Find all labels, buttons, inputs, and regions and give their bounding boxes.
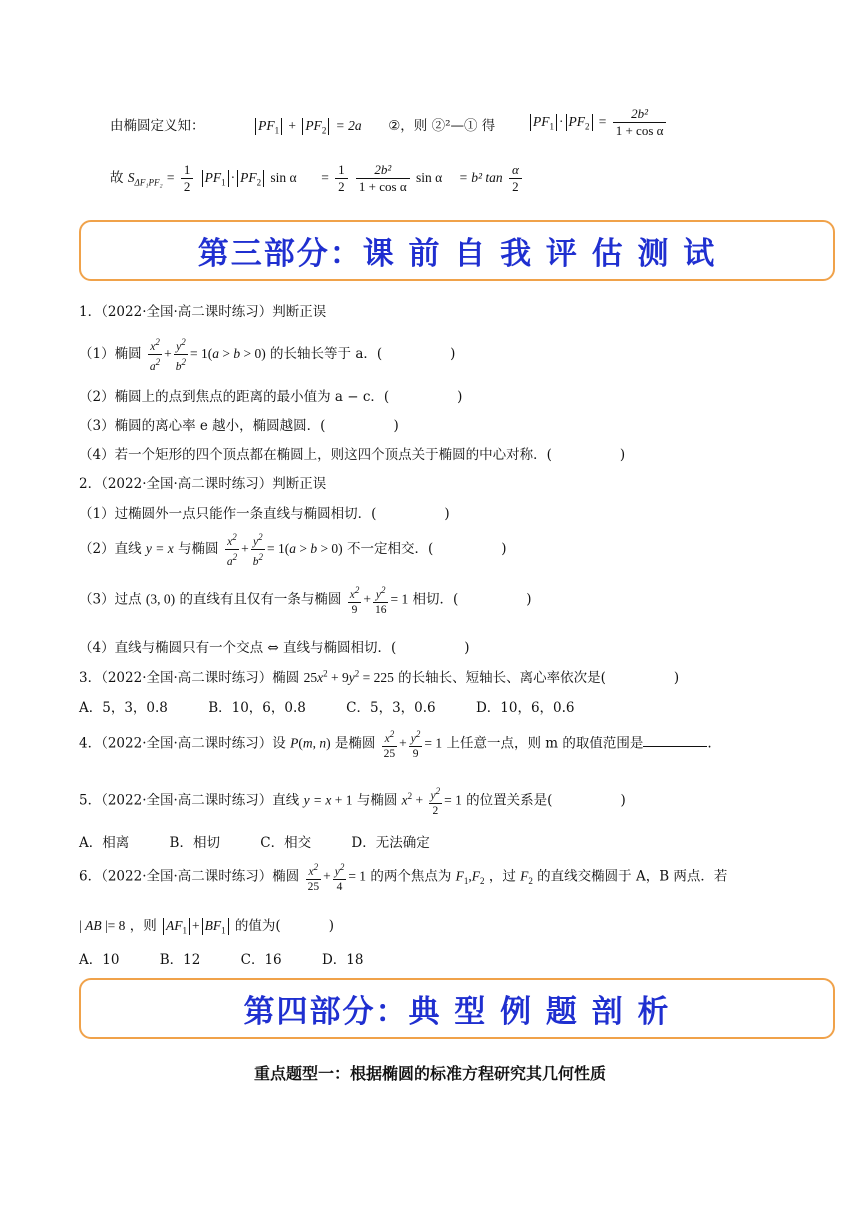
q3-text-b: 的长轴长、短轴长、离心率依次是( [398, 670, 606, 686]
q2-part3-text-a: （3）过点 [79, 591, 142, 608]
formula-line-1-prefix: 由椭圆定义知： [110, 118, 205, 134]
area-result: = b² tan [458, 170, 503, 185]
q6-line-1: 6．（2022·全国·高二课时练习）椭圆 $\frac{x^2}{25}$ + $\frac{y^2}{4}$ = 1 的两个焦点为 $F_1,F_2$ ，过 $F_2$ 的直线交椭圆于 A，B 两点．若 [79, 862, 728, 893]
q1-part1-text-b: 的长轴长等于 a．( [270, 345, 383, 362]
q3-options [79, 696, 611, 716]
q2-part3: （3）过点 (3, 0) 的直线有且仅有一条与椭圆 $\frac{x^2}{9}$ + $\frac{y^2}{16}$ = 1 相切．( ) [79, 585, 532, 616]
q2-part3-text-b: 的直线有且仅有一条与椭圆 [179, 591, 342, 608]
q2-part4-text: （4）直线与椭圆只有一个交点 ⇔ 直线与椭圆相切．( [79, 640, 397, 656]
q3-option-d[interactable]: D．10，6，0.6 [475, 700, 575, 716]
q5-option-a[interactable]: A．相离 [79, 835, 130, 851]
q2-part1-text: （1）过椭圆外一点只能作一条直线与椭圆相切．( [79, 506, 377, 522]
q2-part4: （4）直线与椭圆只有一个交点 ⇔ 直线与椭圆相切．( ) [79, 640, 470, 656]
q5-option-b[interactable]: B．相切 [169, 835, 220, 851]
q5-option-d[interactable]: D．无法确定 [351, 835, 430, 851]
q5-text-c: 的位置关系是( [466, 792, 553, 809]
section-banner-part3 [79, 220, 835, 281]
q1-part4: （4）若一个矩形的四个顶点都在椭圆上，则这四个顶点关于椭圆的中心对称．( ) [79, 447, 626, 463]
q4-answer-blank[interactable] [643, 734, 707, 747]
q6-text-f: 的值为( [234, 918, 281, 934]
q1-part3-text: （3）椭圆的离心率 e 越小，椭圆越圆．( [79, 418, 326, 434]
q1-part1-text-a: （1）椭圆 [79, 345, 142, 362]
q1-part3: （3）椭圆的离心率 e 越小，椭圆越圆．( ) [79, 418, 399, 434]
q3-text-a: 3．（2022·全国·高二课时练习）椭圆 [79, 670, 300, 686]
q6-text-d: 的直线交椭圆于 A，B 两点．若 [537, 868, 728, 885]
area-denominator: 1 + cos α [358, 179, 407, 194]
sin-alpha: sin α [270, 170, 297, 185]
q1-part4-text: （4）若一个矩形的四个顶点都在椭圆上，则这四个顶点关于椭圆的中心对称．( [79, 447, 552, 463]
formula-product: $PF_1 \cdot PF_2$ = $\frac{\text{2b²}}{\text{1 + cos α}}$ [528, 106, 668, 139]
q2-part2-text-b: 与椭圆 [178, 540, 219, 557]
q5-line: 5．（2022·全国·高二课时练习）直线 y = x + 1 与椭圆 $x^2$ + $\frac{y^2}{2}$ = 1 的位置关系是( ) [79, 786, 626, 817]
q5-options [79, 831, 466, 851]
q6-options [79, 948, 399, 968]
q2-part2: （2）直线 y = x 与椭圆 $\frac{x^2}{a^2}$ + $\frac{y^2}{b^2}$ = 1(a > b > 0) 不一定相交．( ) [79, 532, 507, 568]
q6-option-d[interactable]: D．18 [321, 952, 364, 968]
q2-part2-text-c: 不一定相交．( [346, 540, 434, 557]
q5-text-b: 与椭圆 [356, 792, 398, 809]
q1-part2-text: （2）椭圆上的点到焦点的距离的最小值为 a − c．( [79, 389, 390, 405]
q6-option-b[interactable]: B．12 [159, 952, 201, 968]
formula-line-1-mid: ②，则 ②²—① 得 [388, 118, 496, 134]
banner-title-part4: 第四部分：典 型 例 题 剖 析 [243, 994, 671, 1030]
q2-part2-text-a: （2）直线 [79, 540, 142, 557]
q1-part1: （1）椭圆 $\frac{x^2}{a^2}$ + $\frac{y^2}{b^2}$ = 1(a > b > 0) 的长轴长等于 a．( ) [79, 337, 456, 373]
q6-option-c[interactable]: C．16 [240, 952, 282, 968]
alpha-numerator: α [509, 162, 522, 179]
q3-option-a[interactable]: A．5，3，0.8 [79, 700, 168, 716]
q4-text-d: . [707, 735, 712, 752]
q2-head: 2．（2022·全国·高二课时练习）判断正误 [79, 476, 327, 492]
q5-option-c[interactable]: C．相交 [260, 835, 312, 851]
q6-text-b: 的两个焦点为 [370, 868, 452, 885]
q4-text-a: 4．（2022·全国·高二课时练习）设 [79, 735, 286, 752]
section-banner-part4 [79, 978, 835, 1039]
q4-text-b: 是椭圆 [334, 735, 376, 752]
formula-line-1-eq: = 2a [335, 118, 362, 133]
q1-head: 1．（2022·全国·高二课时练习）判断正误 [79, 304, 327, 320]
q6-text-c: ，过 [488, 868, 516, 885]
section-heading: 重点题型一：根据椭圆的标准方程研究其几何性质 [253, 1064, 606, 1083]
product-numerator: 2b² [613, 106, 667, 123]
q6-line-2: | AB |= 8 ，则 $AF_1 + BF_1$ 的值为( ) [79, 918, 334, 936]
formula-line-2-prefix: 故 [110, 170, 124, 186]
product-denominator: 1 + cos α [615, 123, 664, 138]
banner-title-part3: 第三部分：课 前 自 我 评 估 测 试 [197, 236, 717, 272]
q3-option-b[interactable]: B．10，6，0.8 [208, 700, 306, 716]
q6-text-a: 6．（2022·全国·高二课时练习）椭圆 [79, 868, 300, 885]
q6-option-a[interactable]: A．10 [79, 952, 120, 968]
formula-line-1: 由椭圆定义知： $PF_1 + PF_2 = 2a$ ②，则 ②²—① 得 [110, 118, 496, 136]
q5-text-a: 5．（2022·全国·高二课时练习）直线 [79, 792, 300, 809]
q1-part2: （2）椭圆上的点到焦点的距离的最小值为 a − c．( ) [79, 389, 463, 405]
half-denominator: 2 [183, 179, 191, 194]
q4-line: 4．（2022·全国·高二课时练习）设 P(m, n) 是椭圆 $\frac{x^2}{25}$ + $\frac{y^2}{9}$ = 1 上任意一点，则 m 的取值范围是 . [79, 729, 712, 760]
formula-line-2: 故 $S_{\Delta F_1PF_2}$ = $\frac{1}{2}$ $PF_1 \cdot PF_2$ sin α = $\frac{1}{2}$ $\frac{\text{2b²}}{\text{1 + cos α}}$ sin α = b² tan $\frac{\alpha}{2}$ [110, 162, 524, 195]
q2-part3-text-c: 相切．( [412, 591, 459, 608]
q4-text-c: 上任意一点，则 m 的取值范围是 [446, 735, 644, 752]
alpha-denominator: 2 [512, 179, 519, 194]
q3-head: 3．（2022·全国·高二课时练习）椭圆 $25x^2 + 9y^2 = 225$ 的长轴长、短轴长、离心率依次是( ) [79, 668, 680, 686]
q2-part1: （1）过椭圆外一点只能作一条直线与椭圆相切．( ) [79, 506, 450, 522]
q3-option-c[interactable]: C．5，3，0.6 [346, 700, 436, 716]
q6-text-e: ，则 [129, 918, 157, 934]
half-numerator: 1 [181, 162, 194, 179]
area-numerator: 2b² [356, 162, 410, 179]
